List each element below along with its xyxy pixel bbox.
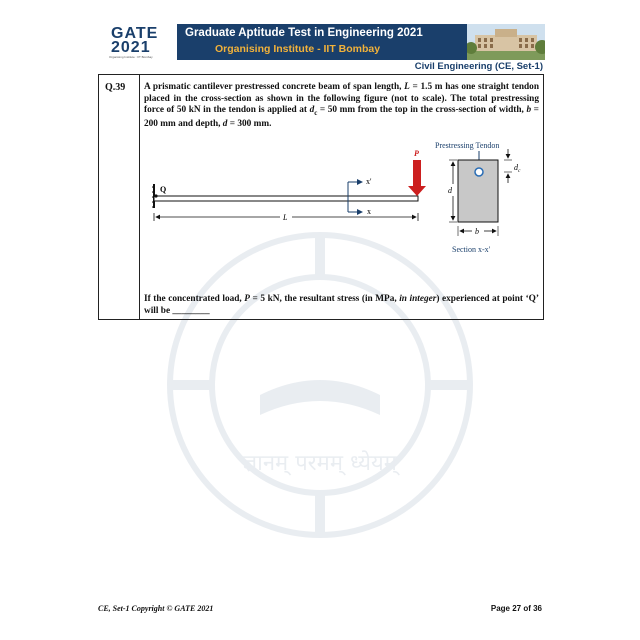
dc-dimension (504, 149, 512, 183)
cantilever-figure (152, 140, 542, 260)
question-prompt: If the concentrated load, P = 5 kN, the resultant stress (in MPa, in integer) experienced at point ‘Q’ will be ________ (144, 294, 539, 316)
logo-tagline: Organising Institute : IIT Bombay (109, 55, 153, 59)
question-number: Q.39 (105, 82, 126, 93)
watermark-motto: ज्ञानम् परमम् ध्येयम् (243, 451, 397, 476)
dc-label: $d_c$ (514, 163, 521, 174)
footer-copyright: CE, Set-1 Copyright © GATE 2021 (98, 604, 214, 613)
point-q-marker (154, 194, 157, 197)
load-p-label: P (414, 149, 419, 158)
tendon-label: Prestressing Tendon (435, 141, 500, 150)
campus-building-photo (467, 24, 545, 60)
logo-gate-text: GATE (111, 25, 159, 42)
section-bottom-label: x (367, 207, 371, 216)
gate-logo (97, 24, 177, 60)
section-caption: Section x-x' (452, 245, 491, 254)
header-subtitle: Organising Institute - IIT Bombay (215, 43, 381, 55)
question-number-column (99, 75, 140, 319)
cantilever-beam (154, 196, 418, 201)
header-title: Graduate Aptitude Test in Engineering 2021 (185, 27, 423, 39)
depth-label: d (448, 186, 452, 195)
span-label: L (283, 213, 288, 222)
width-label: b (475, 227, 479, 236)
footer-page-number: Page 27 of 36 (490, 604, 542, 613)
point-q-label: Q (160, 185, 167, 194)
tendon-hole (475, 168, 483, 176)
section-top-label: x' (366, 177, 372, 186)
question-text: A prismatic cantilever prestressed concrete beam of span length, L = 1.5 m has one straight tendon placed in the cross-section as shown in the following figure (not to scale). The total prestressing force of 50 kN in the tendon is applied at $d_c = 50$ mm from the top in the cross-section of width, b = 200 mm and depth, d = 300 mm. (144, 82, 539, 130)
gate-header-banner (97, 24, 545, 60)
paper-name: Civil Engineering (CE, Set-1) (414, 61, 543, 72)
load-p-arrow (408, 160, 426, 196)
logo-year-text: 2021 (111, 39, 151, 56)
